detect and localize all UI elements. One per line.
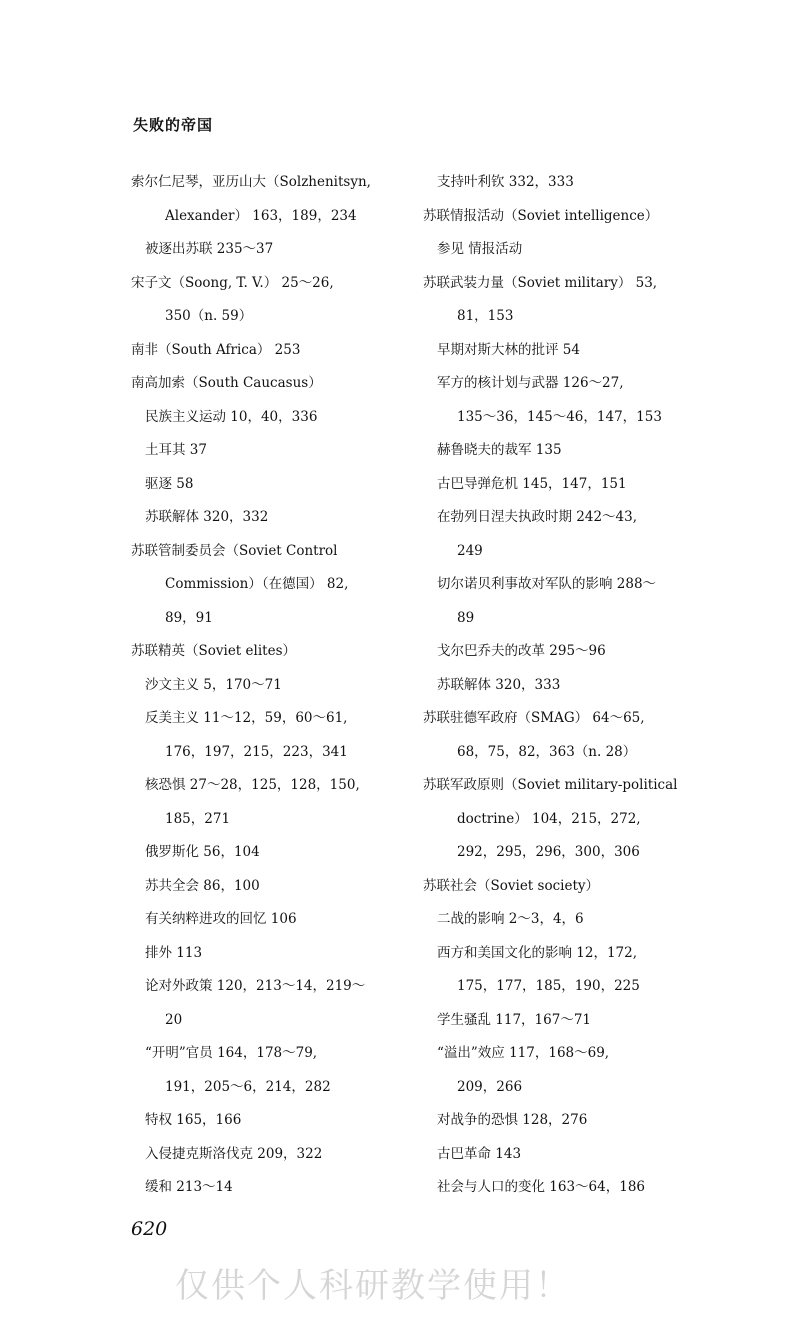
index-continuation-line: 89，91 (165, 609, 213, 626)
index-subentry: 驱逐 58 (145, 475, 194, 492)
index-subentry: 缓和 213～14 (145, 1179, 233, 1195)
index-subentry: 赫鲁晓夫的裁军 135 (437, 442, 562, 458)
index-entry: 苏联武装力量（Soviet military） 53, (423, 274, 658, 291)
index-entry: 苏联社会（Soviet society） (423, 877, 600, 894)
index-subentry: 军方的核计划与武器 126～27, (437, 375, 624, 391)
index-continuation-line: 135～36，145～46，147，153 (457, 408, 662, 425)
index-subentry: 在勃列日涅夫执政时期 242～43, (437, 509, 638, 525)
index-subentry: 核恐惧 27～28，125，128，150, (145, 777, 360, 793)
index-entry: 南高加索（South Caucasus） (131, 375, 322, 391)
index-continuation-line: Alexander） 163，189，234 (165, 207, 357, 224)
index-entry: 苏联驻德军政府（SMAG） 64～65, (423, 710, 645, 726)
index-continuation-line: 20 (165, 1011, 183, 1028)
index-subentry: 俄罗斯化 56，104 (145, 844, 260, 860)
index-subentry: “溢出”效应 117，168～69, (437, 1045, 610, 1061)
index-continuation-line: 81，153 (457, 308, 514, 324)
index-subentry: 古巴导弹危机 145，147，151 (437, 475, 627, 492)
index-subentry: 支持叶利钦 332，333 (437, 174, 574, 190)
index-subentry: 苏联解体 320，332 (145, 509, 269, 525)
index-subentry: 对战争的恐惧 128，276 (437, 1112, 588, 1128)
index-continuation-line: 191，205～6，214，282 (165, 1078, 331, 1095)
index-subentry: 二战的影响 2～3，4，6 (437, 911, 584, 927)
index-entry: 宋子文（Soong, T. V.） 25～26, (131, 274, 334, 291)
index-continuation-line: doctrine） 104，215，272, (457, 810, 641, 827)
index-subentry: 沙文主义 5，170～71 (145, 676, 282, 693)
index-continuation-line: 175，177，185，190，225 (457, 978, 640, 994)
index-subentry: 有关纳粹进攻的回忆 106 (145, 911, 297, 927)
index-subentry: 特权 165，166 (145, 1112, 242, 1128)
index-continuation-line: 249 (457, 542, 483, 559)
index-subentry: 苏联解体 320，333 (437, 676, 561, 693)
index-subentry: 反美主义 11～12，59，60～61, (145, 710, 348, 726)
index-subentry: 切尔诺贝利事故对军队的影响 288～ (437, 576, 657, 592)
index-subentry: 论对外政策 120，213～14，219～ (145, 978, 366, 994)
index-subentry: “开明”官员 164，178～79, (145, 1045, 318, 1061)
index-entry: 苏联情报活动（Soviet intelligence） (423, 207, 659, 224)
running-header: 失败的帝国 (133, 116, 214, 134)
index-subentry: 入侵捷克斯洛伐克 209，322 (145, 1145, 323, 1162)
index-column-left (131, 166, 411, 1205)
index-subentry: 民族主义运动 10，40，336 (145, 408, 318, 425)
index-entry: 南非（South Africa） 253 (131, 341, 301, 358)
index-continuation-line: 176，197，215，223，341 (165, 743, 348, 760)
index-subentry: 参见 情报活动 (437, 241, 523, 257)
index-subentry: 戈尔巴乔夫的改革 295～96 (437, 643, 606, 659)
index-subentry: 学生骚乱 117，167～71 (437, 1011, 592, 1028)
index-subentry: 早期对斯大林的批评 54 (437, 341, 580, 358)
index-subentry: 社会与人口的变化 163～64，186 (437, 1179, 646, 1195)
index-continuation-line: 68，75，82，363（n. 28） (457, 743, 637, 760)
index-subentry: 被逐出苏联 235～37 (145, 241, 274, 257)
index-subentry: 土耳其 37 (145, 442, 207, 458)
page-number: 620 (131, 1218, 168, 1240)
index-continuation-line: 89 (457, 609, 475, 626)
index-entry: 苏联管制委员会（Soviet Control (131, 542, 338, 559)
watermark-text: 仅供个人科研教学使用！ (175, 1266, 571, 1306)
index-subentry: 苏共全会 86，100 (145, 877, 260, 894)
index-entry: 苏联军政原则（Soviet military-political (423, 777, 678, 793)
index-continuation-line: 292，295，296，300，306 (457, 844, 640, 860)
index-entry: 索尔仁尼琴，亚历山大（Solzhenitsyn, (131, 174, 371, 190)
index-subentry: 西方和美国文化的影响 12，172, (437, 944, 638, 961)
index-continuation-line: 350（n. 59） (165, 308, 253, 324)
index-subentry: 古巴革命 143 (437, 1145, 522, 1162)
index-continuation-line: 209，266 (457, 1078, 523, 1095)
index-column-right (423, 166, 713, 1205)
index-continuation-line: 185，271 (165, 810, 231, 827)
index-subentry: 排外 113 (145, 944, 203, 961)
index-continuation-line: Commission）（在德国） 82, (165, 576, 349, 592)
index-entry: 苏联精英（Soviet elites） (131, 643, 296, 659)
